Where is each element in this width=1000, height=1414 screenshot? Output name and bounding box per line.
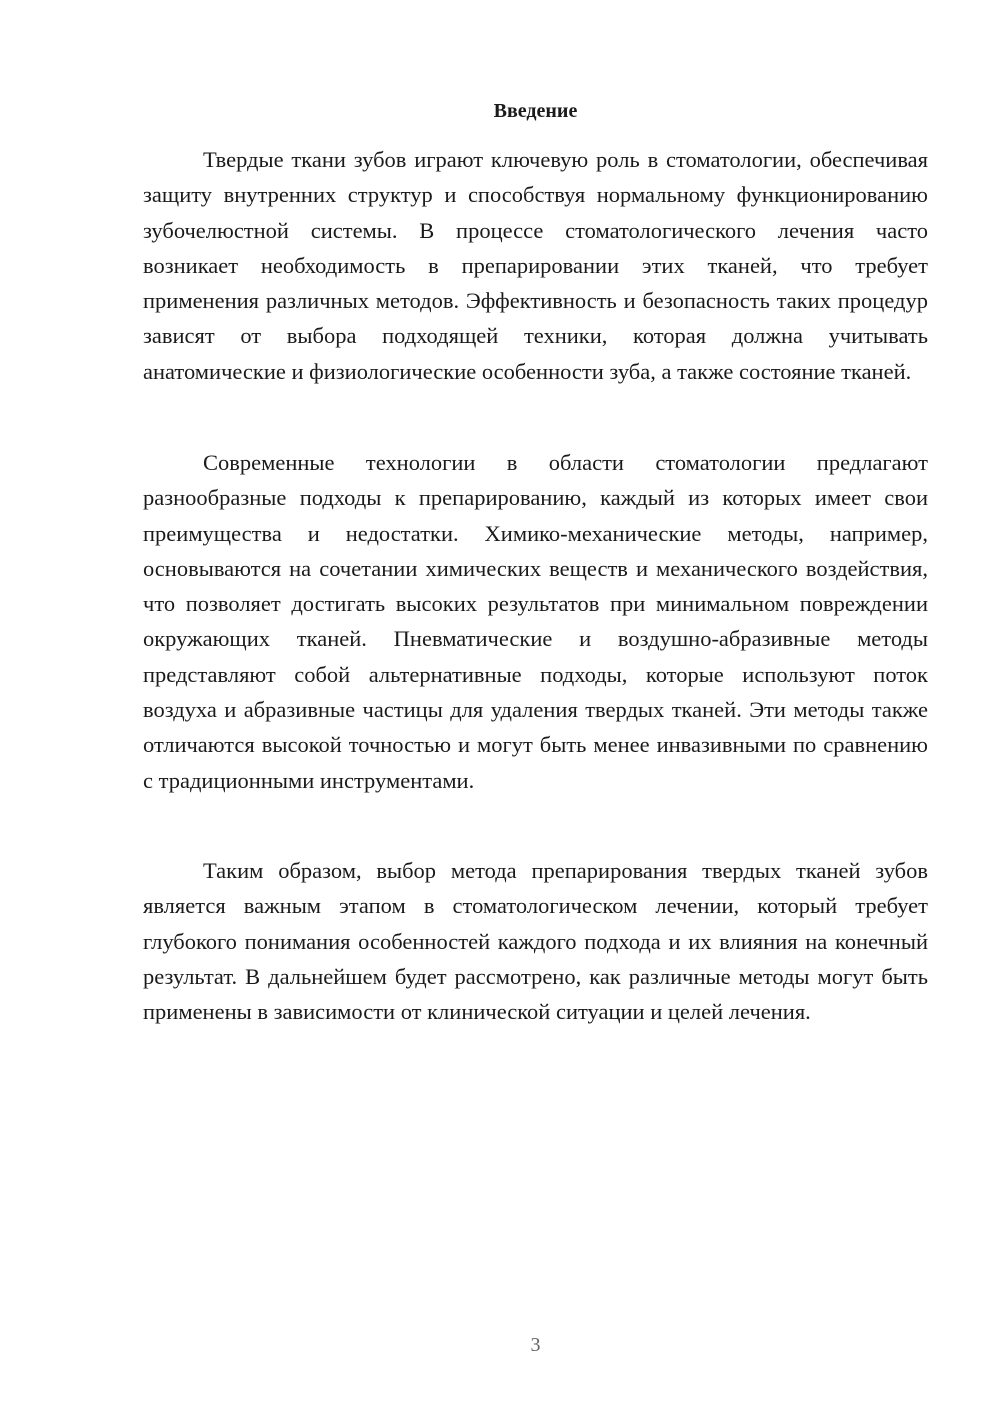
section-title: Введение	[493, 100, 578, 122]
paragraph-2: Современные технологии в области стоматологии предлагают разнообразные подходы к препарированию, каждый из которых имеет свои преимущества и недостатки. Химико-механические методы, например, основываются на сочетании химических веществ и механического воздействия, что позволяет достигать высоких результатов при минимальном повреждении окружающих тканей. Пневматические и воздушно-абразивные методы представляют собой альтернативные подходы, которые используют поток воздуха и абразивные частицы для удаления твердых тканей. Эти методы также отличаются высокой точностью и могут быть менее инвазивными по сравнению с традиционными инструментами.	[143, 450, 928, 793]
paragraph-1: Твердые ткани зубов играют ключевую роль в стоматологии, обеспечивая защиту внутренних структур и способствуя нормальному функционированию зубочелюстной системы. В процессе стоматологического лечения часто возникает необходимость в препарировании этих тканей, что требует применения различных методов. Эффективность и безопасность таких процедур зависят от выбора подходящей техники, которая должна учитывать анатомические и физиологические особенности зуба, а также состояние тканей.	[143, 147, 928, 384]
paragraph-3: Таким образом, выбор метода препарирования твердых тканей зубов является важным этапом в стоматологическом лечении, который требует глубокого понимания особенностей каждого подхода и их влияния на конечный результат. В дальнейшем будет рассмотрено, как различные методы могут быть применены в зависимости от клинической ситуации и целей лечения.	[143, 858, 928, 1025]
page-number: 3	[530, 1334, 541, 1356]
